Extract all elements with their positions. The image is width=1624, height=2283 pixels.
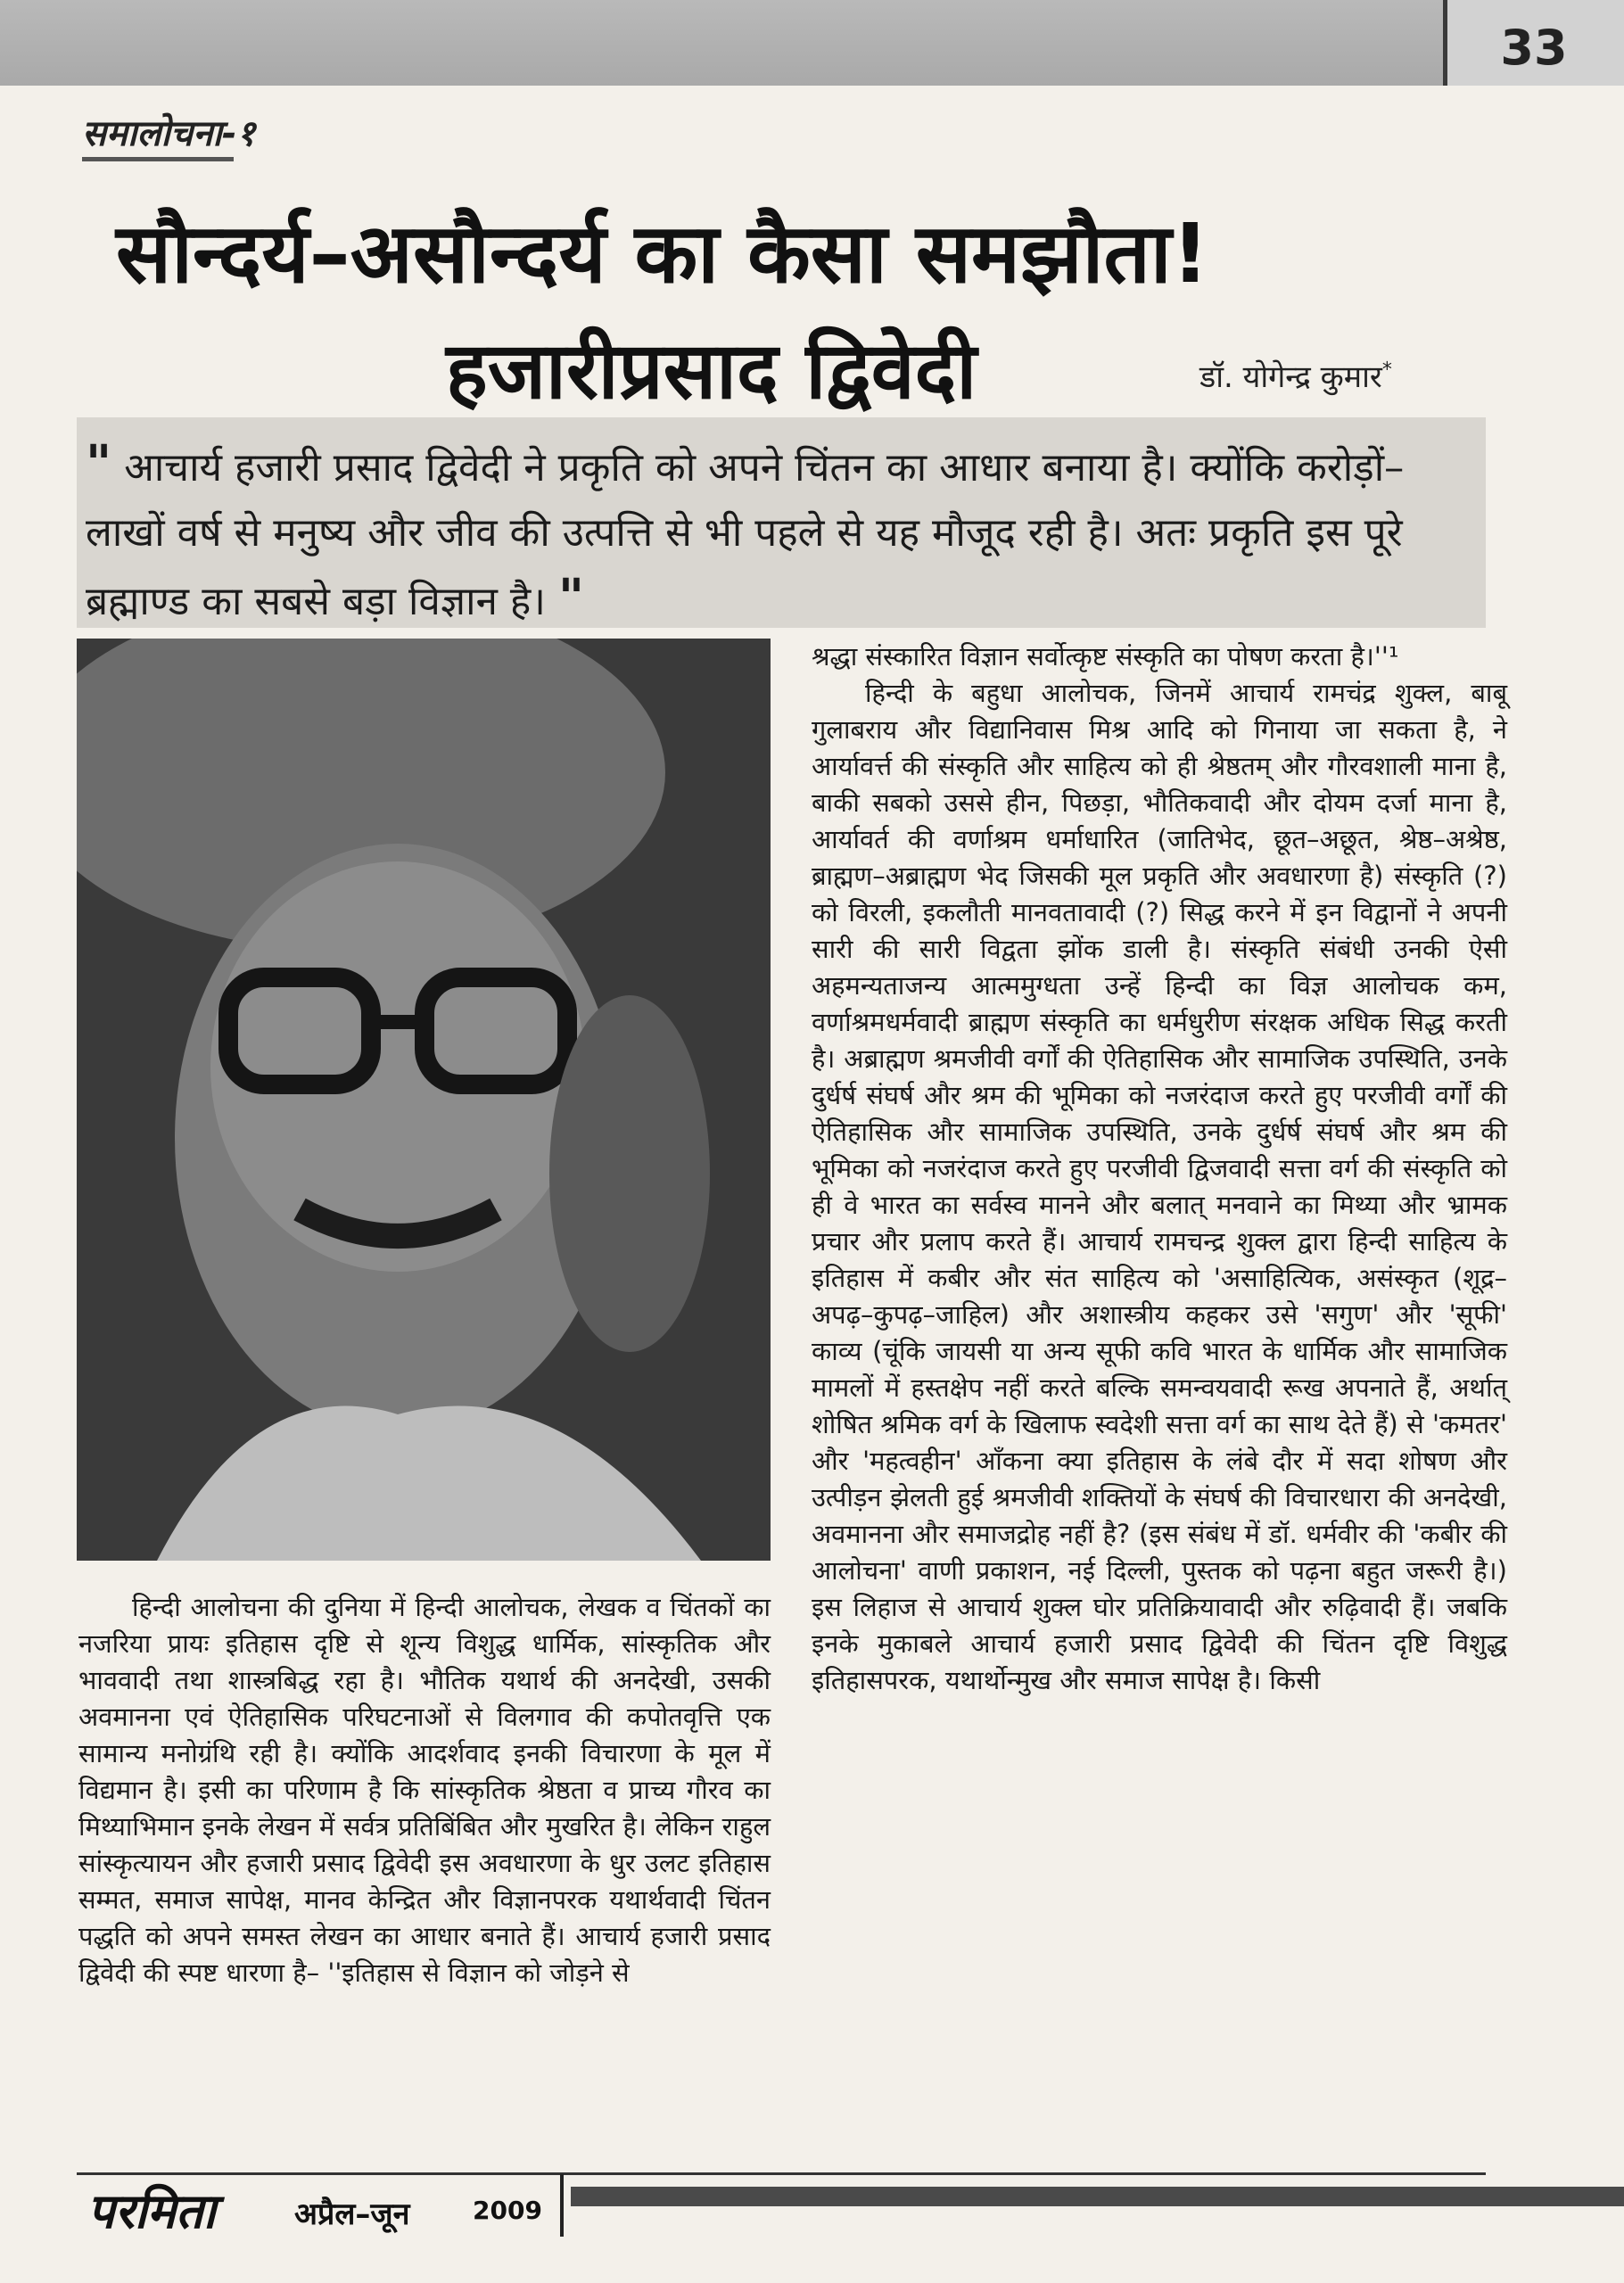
portrait-illustration [77, 639, 771, 1561]
page-number: 33 [1500, 20, 1568, 76]
top-band [0, 0, 1624, 86]
pullquote [86, 432, 1477, 634]
author-name: डॉ. योगेन्द्र कुमार [1199, 359, 1382, 395]
footer-months: अप्रैल–जून [294, 2196, 410, 2232]
right-column-paragraph-1: श्रद्धा संस्कारित विज्ञान सर्वोत्कृष्ट संस्कृति का पोषण करता है।''¹ [812, 641, 1399, 672]
close-quote-mark: " [557, 568, 585, 627]
article-title-line1: सौन्दर्य–असौन्दर्य का कैसा समझौता! [116, 206, 1209, 301]
author-footnote-mark: * [1381, 359, 1392, 382]
footer-rule [77, 2172, 1486, 2175]
open-quote-mark: " [86, 434, 112, 493]
footer-year: 2009 [473, 2196, 542, 2225]
footer-bar [571, 2187, 1624, 2206]
author-byline [1199, 355, 1494, 396]
portrait-photo [77, 639, 771, 1561]
footer-magazine-name: परमिता [87, 2183, 216, 2239]
right-column-paragraph-2: हिन्दी के बहुधा आलोचक, जिनमें आचार्य रामचंद्र शुक्ल, बाबू गुलाबराय और विद्यानिवास मिश्र आदि को गिनाया जा सकता है, ने आर्यावर्त्त की संस्कृति और साहित्य को ही श्रेष्ठतम् और गौरवशाली माना है, बाकी सबको उससे हीन, पिछड़ा, भौतिकवादी और दोयम दर्जा माना है, आर्यावर्त की वर्णाश्रम धर्माधारित (जातिभेद, छूत–अछूत, श्रेष्ठ–अश्रेष्ठ, ब्राह्मण–अब्राह्मण भेद जिसकी मूल प्रकृति और अवधारणा है) संस्कृति (?) को विरली, इकलौती मानवतावादी (?) सिद्ध करने में इन विद्वानों ने अपनी सारी की सारी विद्वता झोंक डाली है। संस्कृति संबंधी उनकी ऐसी अहमन्यताजन्य आत्ममुग्धता उन्हें हिन्दी का विज्ञ आलोचक कम, वर्णाश्रमधर्मवादी ब्राह्मण संस्कृति का धर्मधुरीण संरक्षक अधिक सिद्ध करती है। अब्राह्मण श्रमजीवी वर्गों की ऐतिहासिक और सामाजिक उपस्थिति, उनके दुर्धर्ष संघर्ष और श्रम की भूमिका को नजरंदाज करते हुए परजीवी वर्गों की ऐतिहासिक और सामाजिक उपस्थिति, उनके दुर्धर्ष संघर्ष और श्रम की भूमिका को नजरंदाज करते हुए परजीवी द्विजवादी सत्ता वर्ग की संस्कृति को ही वे भारत का सर्वस्व मानने और बलात् मनवाने का मिथ्या और भ्रामक प्रचार और प्रलाप करते हैं। आचार्य रामचन्द्र शुक्ल द्वारा हिन्दी साहित्य के इतिहास में कबीर और संत साहित्य को 'असाहित्यिक, असंस्कृत (शूद्र–अपढ़–कुपढ़–जाहिल) और अशास्त्रीय कहकर उसे 'सगुण' और 'सूफी' काव्य (चूंकि जायसी या अन्य सूफी कवि भारत के धार्मिक और सामाजिक मामलों में हस्तक्षेप नहीं करते बल्कि समन्वयवादी रूख अपनाते हैं, अर्थात् शोषित श्रमिक वर्ग के खिलाफ स्वदेशी सत्ता वर्ग का साथ देते हैं) से 'कमतर' और 'महत्वहीन' आँकना क्या इतिहास के लंबे दौर में सदा शोषण और उत्पीड़न झेलती हुई श्रमजीवी शक्तियों के संघर्ष की विचारधारा की अनदेखी, अवमानना और समाजद्रोह नहीं है? (इस संबंध में डॉ. धर्मवीर की 'कबीर की आलोचना' वाणी प्रकाशन, नई दिल्ली, पुस्तक को पढ़ना बहुत जरूरी है।) इस लिहाज से आचार्य शुक्ल घोर प्रतिक्रियावादी और रुढ़िवादी हैं। जबकि इनके मुकाबले आचार्य हजारी प्रसाद द्विवेदी की चिंतन दृष्टि विशुद्ध इतिहासपरक, यथार्थोन्मुख और समाज सापेक्ष है। किसी [812, 678, 1507, 1695]
left-body-column [78, 1589, 771, 2165]
footer-divider [560, 2174, 564, 2237]
left-column-paragraph: हिन्दी आलोचना की दुनिया में हिन्दी आलोचक, लेखक व चिंतकों का नजरिया प्रायः इतिहास दृष्टि से शून्य विशुद्ध धार्मिक, सांस्कृतिक और भाववादी तथा शास्त्रबिद्ध रहा है। भौतिक यथार्थ की अनदेखी, उसकी अवमानना एवं ऐतिहासिक परिघटनाओं से विलगाव की कपोतवृत्ति एक सामान्य मनोग्रंथि रही है। क्योंकि आदर्शवाद इनकी विचारणा के मूल में विद्यमान है। इसी का परिणाम है कि सांस्कृतिक श्रेष्ठता व प्राच्य गौरव का मिथ्याभिमान इनके लेखन में सर्वत्र प्रतिबिंबित और मुखरित है। लेकिन राहुल सांस्कृत्यायन और हजारी प्रसाद द्विवेदी इस अवधारणा के धुर उलट इतिहास सम्मत, समाज सापेक्ष, मानव केन्द्रित और विज्ञानपरक यथार्थवादी चिंतन पद्धति को अपने समस्त लेखन का आधार बनाते हैं। आचार्य हजारी प्रसाद द्विवेदी की स्पष्ट धारणा है– ''इतिहास से विज्ञान को जोड़ने से [78, 1592, 771, 1988]
right-body-column [812, 639, 1507, 2158]
section-underline [82, 157, 234, 161]
section-label: समालोचना-१ [82, 113, 256, 154]
article-title-line2: हजारीप्रसाद द्विवेदी [446, 325, 977, 416]
pullquote-text: आचार्य हजारी प्रसाद द्विवेदी ने प्रकृति को अपने चिंतन का आधार बनाया है। क्योंकि करोड़ों–लाखों वर्ष से मनुष्य और जीव की उत्पत्ति से भी पहले से यह मौजूद रही है। अतः प्रकृति इस पूरे ब्रह्माण्ड का सबसे बड़ा विज्ञान है। [86, 445, 1405, 624]
